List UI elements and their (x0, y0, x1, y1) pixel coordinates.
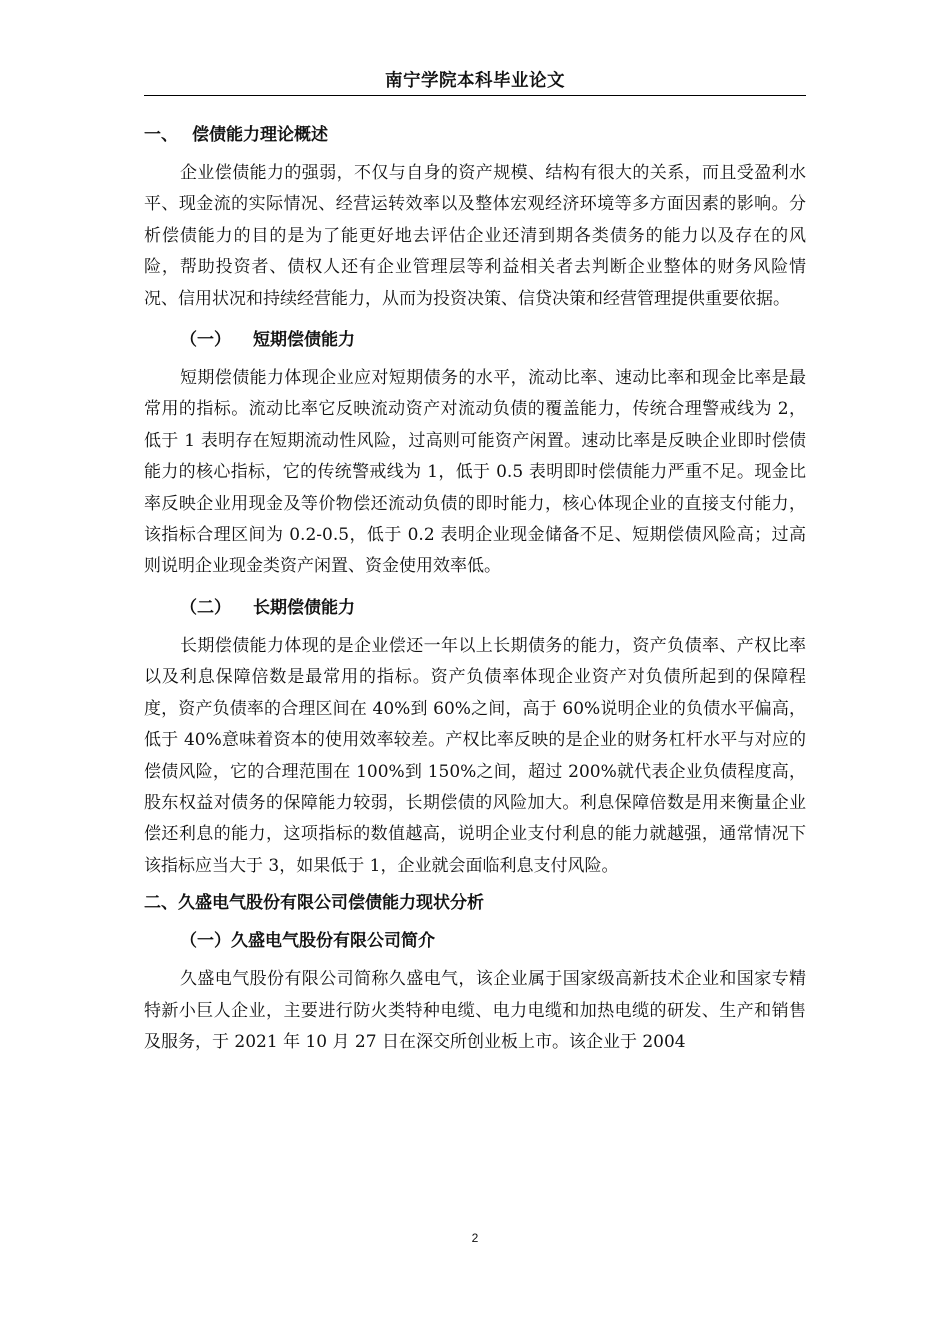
subsection-number: （一） (180, 931, 231, 952)
body-paragraph: 短期偿债能力体现企业应对短期债务的水平，流动比率、速动比率和现金比率是最常用的指标。流动比率它反映流动资产对流动负债的覆盖能力，传统合理警戒线为 2，低于 1 表明存在短期流动性风险，过高则可能资产闲置。速动比率是反映企业即时偿债能力的核心指标，它的传统警戒线为 1，低于 0.5 表明即时偿债能力严重不足。现金比率反映企业用现金及等价物偿还流动负债的即时能力，核心体现企业的直接支付能力，该指标合理区间为 0.2-0.5，低于 0.2 表明企业现金储备不足、短期偿债风险高；过高则说明企业现金类资产闲置、资金使用效率低。 (144, 368, 806, 577)
subsection-title: 久盛电气股份有限公司简介 (231, 931, 435, 952)
section-heading-2 (144, 890, 806, 916)
subsection-heading-long-term (180, 595, 806, 621)
subsection-number: （二） (180, 597, 231, 618)
page-body (144, 114, 806, 1058)
page-number: 2 (471, 1231, 479, 1245)
body-paragraph: 长期偿债能力体现的是企业偿还一年以上长期债务的能力，资产负债率、产权比率以及利息保障倍数是最常用的指标。资产负债率体现企业资产对负债所起到的保障程度，资产负债率的合理区间在 40%到 60%之间，高于 60%说明企业的负债水平偏高，低于 40%意味着资本的使用效率较差。产权比率反映的是企业的财务杠杆水平与对应的偿债风险，它的合理范围在 100%到 150%之间，超过 200%就代表企业负债程度高，股东权益对债务的保障能力较弱，长期偿债的风险加大。利息保障倍数是用来衡量企业偿还利息的能力，这项指标的数值越高，说明企业支付利息的能力就越强，通常情况下该指标应当大于 3，如果低于 1，企业就会面临利息支付风险。 (144, 635, 806, 876)
section-heading-1 (144, 122, 806, 148)
section-title: 偿债能力理论概述 (192, 125, 328, 145)
header-rule (144, 95, 806, 96)
section-number: 一、 (144, 125, 178, 145)
body-paragraph: 企业偿债能力的强弱，不仅与自身的资产规模、结构有很大的关系，而且受盈利水平、现金流的实际情况、经营运转效率以及整体宏观经济环境等多方面因素的影响。分析偿债能力的目的是为了能更好地去评估企业还清到期各类债务的能力以及存在的风险，帮助投资者、债权人还有企业管理层等利益相关者去判断企业整体的财务风险情况、信用状况和持续经营能力，从而为投资决策、信贷决策和经营管理提供重要依据。 (144, 163, 806, 309)
subsection-number: （一） (180, 330, 231, 351)
body-paragraph: 久盛电气股份有限公司简称久盛电气，该企业属于国家级高新技术企业和国家专精特新小巨人企业，主要进行防火类特种电缆、电力电缆和加热电缆的研发、生产和销售及服务，于 2021 年 10 月 27 日在深交所创业板上市。该企业于 2004 (144, 969, 806, 1052)
subsection-heading-short-term (180, 327, 806, 353)
subsection-title: 长期偿债能力 (253, 597, 355, 618)
section-title: 久盛电气股份有限公司偿债能力现状分析 (178, 893, 484, 914)
subsection-title: 短期偿债能力 (253, 330, 355, 351)
subsection-heading-company-intro (180, 928, 806, 954)
section-number: 二、 (144, 893, 178, 914)
header-title: 南宁学院本科毕业论文 (385, 71, 565, 91)
